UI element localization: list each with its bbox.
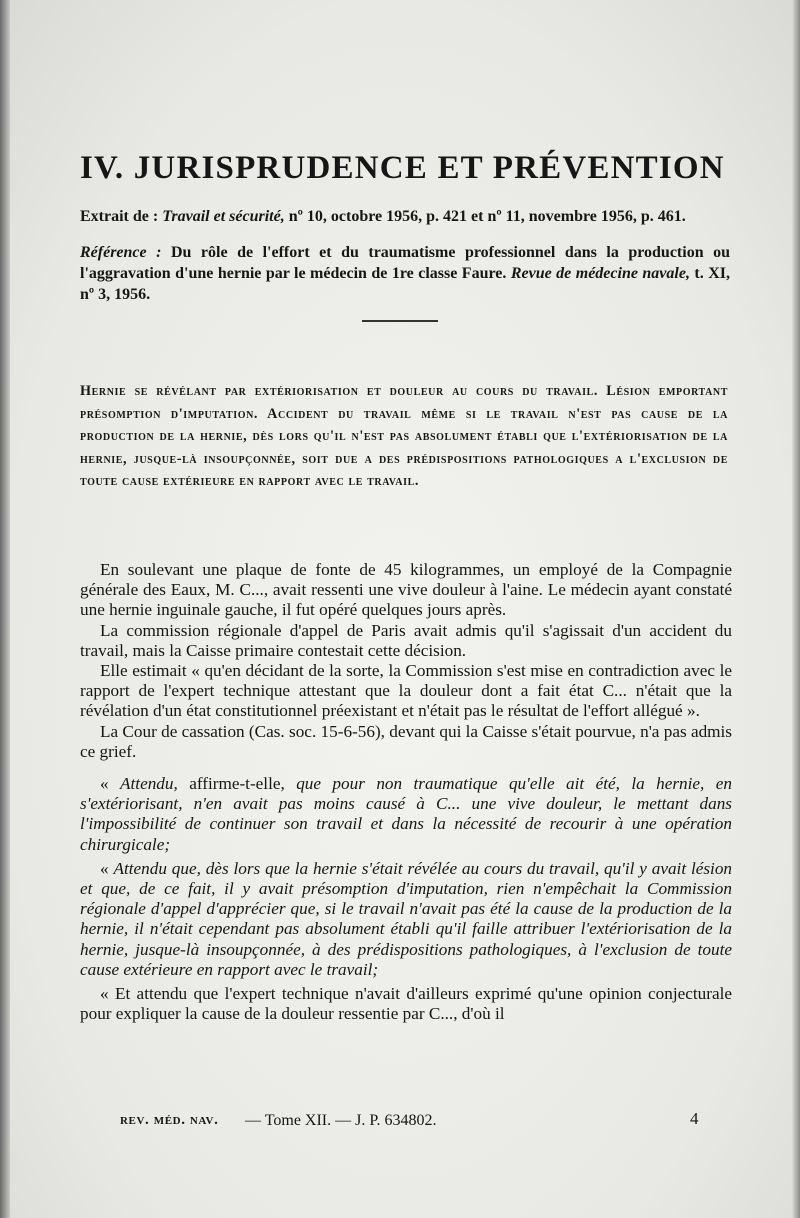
reference-tail: t. XI, nº 3, 1956. (80, 265, 731, 303)
quote-1 (80, 774, 732, 855)
paragraph-3: Elle estimait « qu'en décidant de la sorte, la Commission s'est mise en contradiction avec le rapport de l'expert technique attestant que la douleur dont a fait état C... n'était que la révélation d'un état constitutionnel préexistant et n'était pas le résultat de l'effort allégué ». (80, 661, 732, 721)
reference-text: Du rôle de l'effort et du traumatisme professionnel dans la production ou l'aggravation d'une hernie par le médecin de 1re classe Faure. (80, 244, 730, 282)
quote-2-open: « (100, 858, 114, 878)
case-summary: Hernie se révélant par extériorisation et douleur au cours du travail. Lésion emportant présomption d'imputation. Accident du travail même si le travail n'est pas cause de la production de la hernie, dès lors qu'il n'est pas absolument établi que l'extériorisation de la hernie, jusque-là insoupçonnée, soit due a des prédispositions pathologiques a l'exclusion de toute cause extérieure en rapport avec le travail. (80, 383, 728, 490)
page-edge-left (0, 0, 10, 1218)
reference-journal: Revue de médecine navale, (510, 265, 690, 282)
paragraph-last: « Et attendu que l'expert technique n'avait d'ailleurs exprimé qu'une opinion conjecturale pour expliquer la cause de la douleur ressentie par C..., d'où il (80, 984, 732, 1024)
reference-label: Référence : (80, 244, 162, 261)
paragraph-1: En soulevant une plaque de fonte de 45 kilogrammes, un employé de la Compagnie générale des Eaux, M. C..., avait ressenti une vive douleur à l'aine. Le médecin ayant constaté une hernie inguinale gauche, il fut opéré quelques jours après. (80, 560, 732, 620)
section-divider (362, 320, 438, 322)
tome-reference: — Tome XII. — J. P. 634802. (245, 1112, 437, 1129)
page-title: IV. JURISPRUDENCE ET PRÉVENTION (80, 150, 725, 186)
extrait-details: nº 10, octobre 1956, p. 421 et nº 11, novembre 1956, p. 461. (284, 208, 686, 225)
article-body (80, 560, 732, 1024)
extrait-source: Travail et sécurité, (162, 208, 285, 225)
running-head: rev. méd. nav. (120, 1112, 219, 1128)
quote-1-aside: affirme-t-elle, (177, 774, 297, 794)
reference-block (80, 242, 730, 305)
quote-2-text: Attendu que, dès lors que la hernie s'était révélée au cours du travail, qu'il y avait lésion et que, de ce fait, il y avait présomption d'imputation, rien n'empêchait la Commission régionale d'appel d'apprécier que, si le travail n'avait pas été la cause de la production de la hernie, il n'était cependant pas absolument établi qu'il faille attribuer l'extériorisation de la hernie, jusque-là insoupçonnée, à des prédispositions pathologiques, à l'exclusion de toute cause extérieure en rapport avec le travail; (80, 858, 733, 979)
extrait-label: Extrait de : (80, 208, 163, 225)
paragraph-2: La commission régionale d'appel de Paris avait admis qu'il s'agissait d'un accident du travail, mais la Caisse primaire contestait cette décision. (80, 620, 732, 660)
page-footer (120, 1109, 720, 1134)
quote-1-text: que pour non traumatique qu'elle ait été, la hernie, en s'extériorisant, n'en avait pas moins causé à C... une vive douleur, le mettant dans l'impossibilité de continuer son travail et dans la nécessité de recourir à une opération chirurgicale; (80, 774, 732, 854)
page-edge-right (792, 0, 800, 1218)
quote-2 (80, 859, 732, 980)
quote-1-lead: Attendu, (120, 774, 178, 794)
extrait-line (80, 208, 730, 226)
page-number: 4 (690, 1109, 699, 1128)
quote-1-open: « (100, 774, 121, 794)
paragraph-4: La Cour de cassation (Cas. soc. 15-6-56), devant qui la Caisse s'était pourvue, n'a pas admis ce grief. (80, 721, 732, 761)
